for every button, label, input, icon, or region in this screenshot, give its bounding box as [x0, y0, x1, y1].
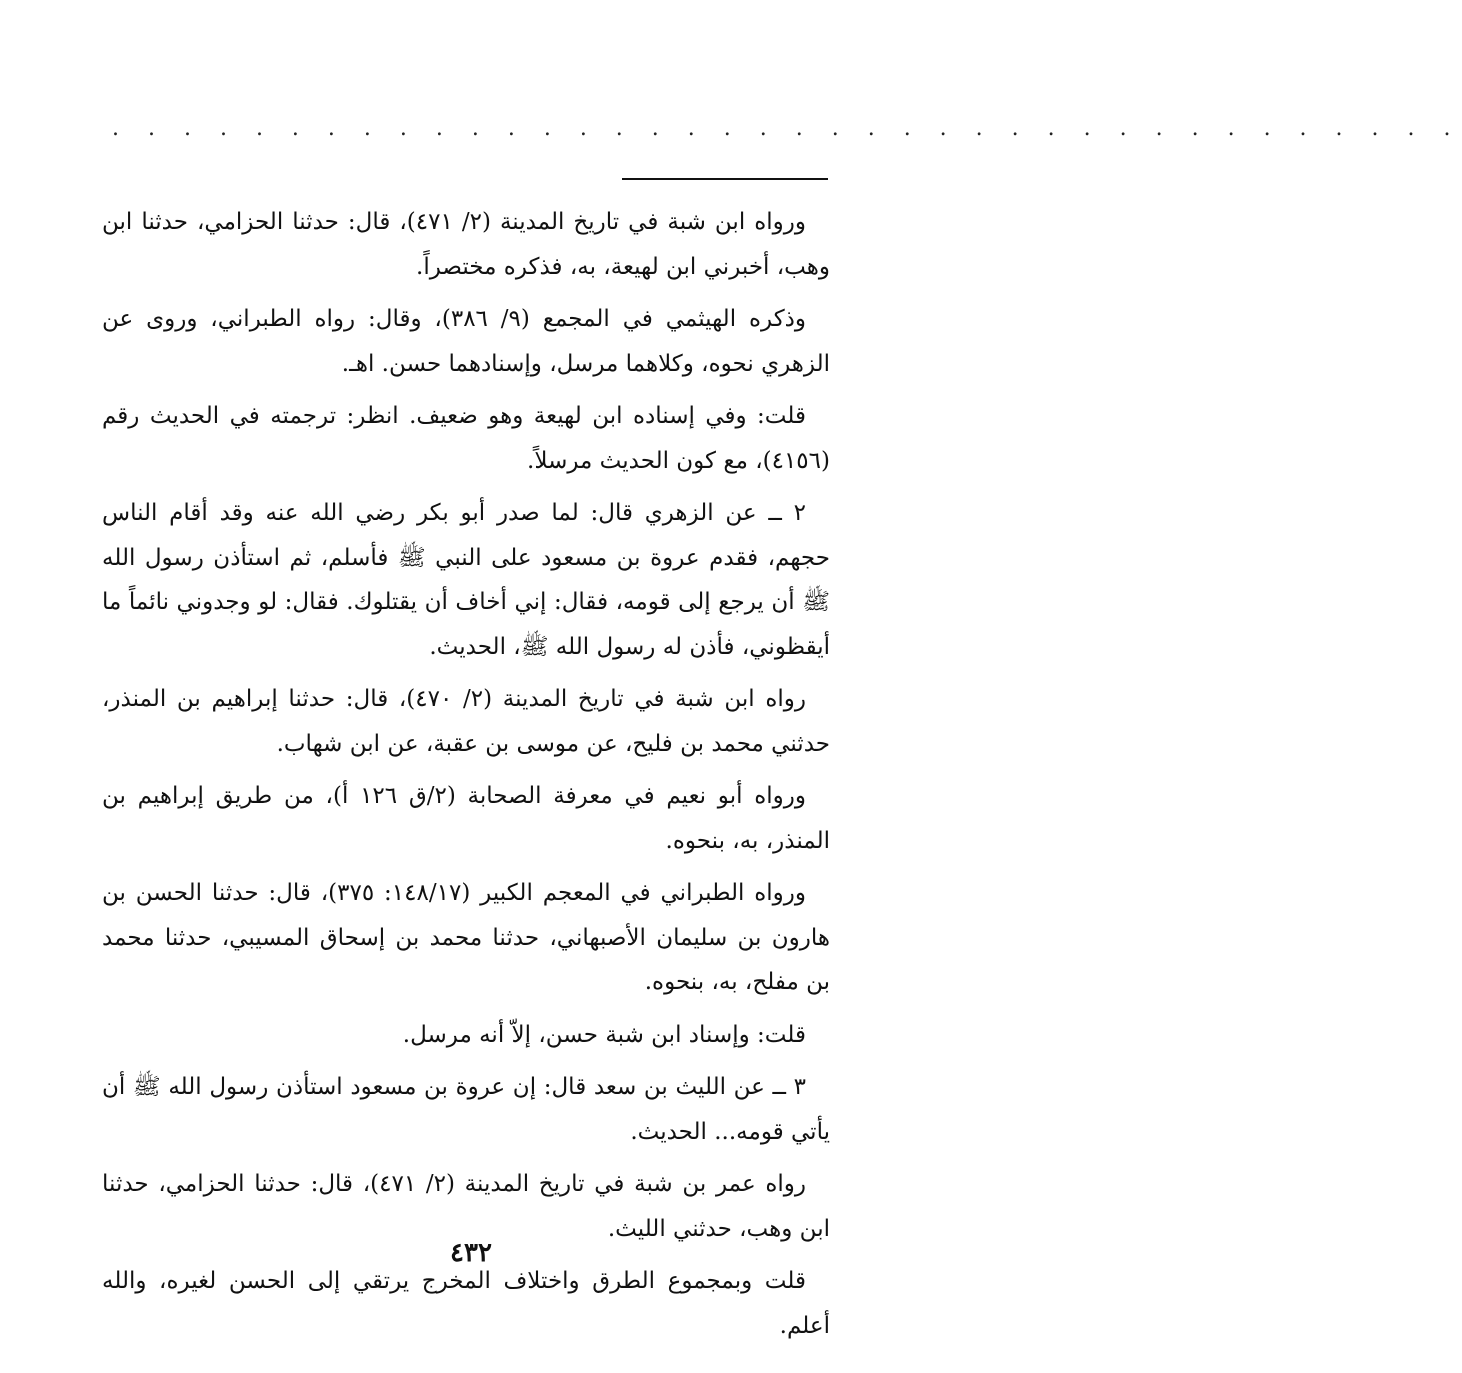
paragraph: ورواه الطبراني في المعجم الكبير (١٤٨/١٧: ٣٧٥)، قال: حدثنا الحسن بن هارون بن سليمان الأصبهاني، حدثنا محمد بن إسحاق المسيبي، حدثنا محمد بن مفلح، به، بنحوه.	[102, 880, 830, 995]
paragraph: وذكره الهيثمي في المجمع (٩/ ٣٨٦)، وقال: رواه الطبراني، وروى عن الزهري نحوه، وكلاهما مرسل، وإسنادهما حسن. اهـ.	[102, 306, 830, 377]
paragraph: قلت وبمجموع الطرق واختلاف المخرج يرتقي إلى الحسن لغيره، والله أعلم.	[102, 1268, 830, 1339]
paragraph: رواه ابن شبة في تاريخ المدينة (٢/ ٤٧٠)، قال: حدثنا إبراهيم بن المنذر، حدثني محمد بن فليح، عن موسى بن عقبة، عن ابن شهاب.	[102, 686, 830, 757]
dotted-separator: . . . . . . . . . . . . . . . . . . . . . . . . . . . . . . . . . . . . . .	[112, 116, 1462, 141]
paragraph: ٢ ــ عن الزهري قال: لما صدر أبو بكر رضي الله عنه وقد أقام الناس حجهم، فقدم عروة بن مسعود على النبي ﷺ فأسلم، ثم استأذن رسول الله ﷺ أن يرجع إلى قومه، فقال: إني أخاف أن يقتلوك. فقال: لو وجدوني نائماً ما أيقظوني، فأذن له رسول الله ﷺ، الحديث.	[102, 500, 830, 660]
page-body	[102, 200, 830, 1356]
paragraph: ٣ ــ عن الليث بن سعد قال: إن عروة بن مسعود استأذن رسول الله ﷺ أن يأتي قومه... الحديث.	[102, 1074, 830, 1145]
paragraph: قلت: وإسناد ابن شبة حسن، إلاّ أنه مرسل.	[402, 1021, 806, 1048]
paragraph: ورواه ابن شبة في تاريخ المدينة (٢/ ٤٧١)، قال: حدثنا الحزامي، حدثنا ابن وهب، أخبرني ابن لهيعة، به، فذكره مختصراً.	[102, 209, 830, 280]
page-number: ٤٣٢	[450, 1238, 492, 1268]
paragraph: رواه عمر بن شبة في تاريخ المدينة (٢/ ٤٧١)، قال: حدثنا الحزامي، حدثنا ابن وهب، حدثني الليث.	[102, 1171, 830, 1242]
footnote-rule	[622, 178, 828, 180]
paragraph: قلت: وفي إسناده ابن لهيعة وهو ضعيف. انظر: ترجمته في الحديث رقم (٤١٥٦)، مع كون الحديث مرسلاً.	[102, 403, 830, 474]
paragraph: ورواه أبو نعيم في معرفة الصحابة (٢/ق ١٢٦ أ)، من طريق إبراهيم بن المنذر، به، بنحوه.	[102, 783, 830, 854]
